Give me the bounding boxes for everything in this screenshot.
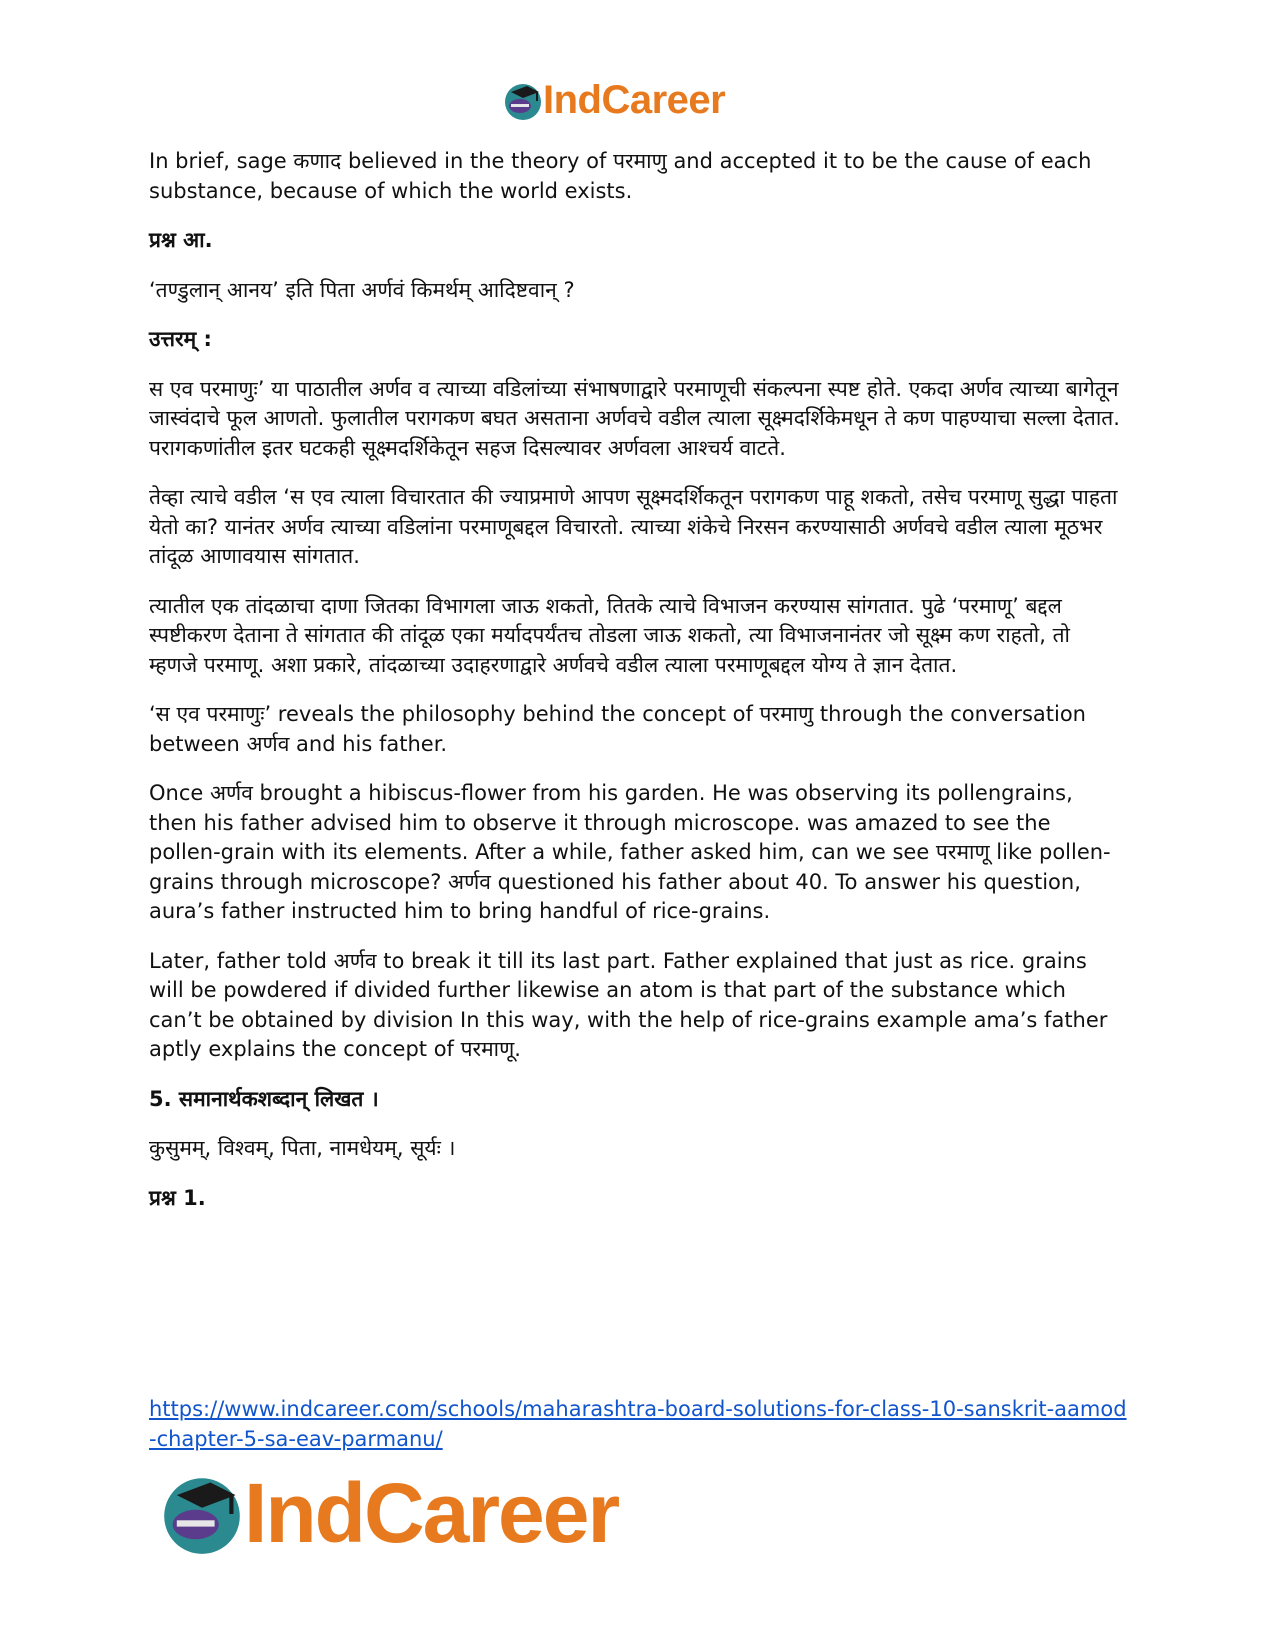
page-content bbox=[149, 147, 1124, 1233]
graduation-cap-globe-icon bbox=[503, 81, 543, 121]
logo-wordmark: IndCareer bbox=[244, 1466, 619, 1560]
english-paragraph-2: Once अर्णव brought a hibiscus-flower from his garden. He was observing its pollengrains, then his father advised him to observe it through microscope. was amazed to see the pollen-grain with its elements. After a while, father asked him, can we see परमाणू like pollen-grains through microscope? अर्णव questioned his father about 40. To answer his question, aura’s father instructed him to bring handful of rice-grains. bbox=[149, 781, 1111, 923]
graduation-cap-globe-icon bbox=[160, 1472, 244, 1556]
exercise-heading: 5. समानार्थकशब्दान् लिखत । bbox=[149, 1086, 379, 1111]
source-link[interactable]: https://www.indcareer.com/schools/maharashtra-board-solutions-for-class-10-sanskrit-aamod-chapter-5-sa-eav-parmanu/ bbox=[149, 1397, 1127, 1451]
exercise-words: कुसुमम्, विश्वम्, पिता, नामधेयम्, सूर्यः । bbox=[149, 1136, 456, 1160]
footer-logo bbox=[160, 1465, 618, 1562]
answer-paragraph-3: त्यातील एक तांदळाचा दाणा जितका विभागला जाऊ शकतो, तितके त्याचे विभाजन करण्यास सांगतात. पुढे ‘परमाणू’ बद्दल स्पष्टीकरण देताना ते सांगतात की तांदूळ एका मर्यादपर्यंतच तोडला जाऊ शकतो, त्या विभाजनानंतर जो सूक्ष्म कण राहतो, तो म्हणजे परमाणू. अशा प्रकारे, तांदळाच्या उदाहरणाद्वारे अर्णवचे वडील त्याला परमाणूबद्दल योग्य ते ज्ञान देतात. bbox=[149, 593, 1070, 677]
paragraph-summary: In brief, sage कणाद believed in the theory of परमाणु and accepted it to be the cause of each substance, because of which the world exists. bbox=[149, 149, 1092, 203]
answer-label: उत्तरम् : bbox=[149, 327, 212, 351]
question-label: प्रश्न आ. bbox=[149, 228, 213, 252]
question-text: ‘तण्डुलान् आनय’ इति पिता अर्णवं किमर्थम् आदिष्टवान् ? bbox=[149, 277, 575, 302]
english-paragraph-1: ‘स एव परमाणुः’ reveals the philosophy behind the concept of परमाणु through the conversation between अर्णव and his father. bbox=[149, 702, 1086, 756]
question-1-label: प्रश्न 1. bbox=[149, 1185, 206, 1210]
answer-paragraph-1: स एव परमाणुः’ या पाठातील अर्णव व त्याच्या वडिलांच्या संभाषणाद्वारे परमाणूची संकल्पना स्पष्ट होते. एकदा अर्णव त्याच्या बागेतून जास्वंदाचे फूल आणतो. फुलातील परागकण बघत असताना अर्णवचे वडील त्याला सूक्ष्मदर्शिकेमधून ते कण पाहण्याचा सल्ला देतात. परागकणांतील इतर घटकही सूक्ष्मदर्शिकेतून सहज दिसल्यावर अर्णवला आश्चर्य वाटते. bbox=[149, 376, 1120, 460]
logo-wordmark: IndCareer bbox=[543, 78, 726, 122]
english-paragraph-3: Later, father told अर्णव to break it till its last part. Father explained that just as rice. grains will be powdered if divided further likewise an atom is that part of the substance which can’t be obtained by division In this way, with the help of rice-grains example ama’s father aptly explains the concept of परमाणू. bbox=[149, 948, 1108, 1061]
header-logo bbox=[503, 78, 725, 123]
answer-paragraph-2: तेव्हा त्याचे वडील ‘स एव त्याला विचारतात की ज्याप्रमाणे आपण सूक्ष्मदर्शिकतून परागकण पाहू शकतो, तसेच परमाणू सुद्धा पाहता येतो का? यानंतर अर्णव त्याच्या वडिलांना परमाणूबद्दल विचारतो. त्याच्या शंकेचे निरसन करण्यासाठी अर्णवचे वडील त्याला मूठभर तांदूळ आणावयास सांगतात. bbox=[149, 485, 1118, 568]
